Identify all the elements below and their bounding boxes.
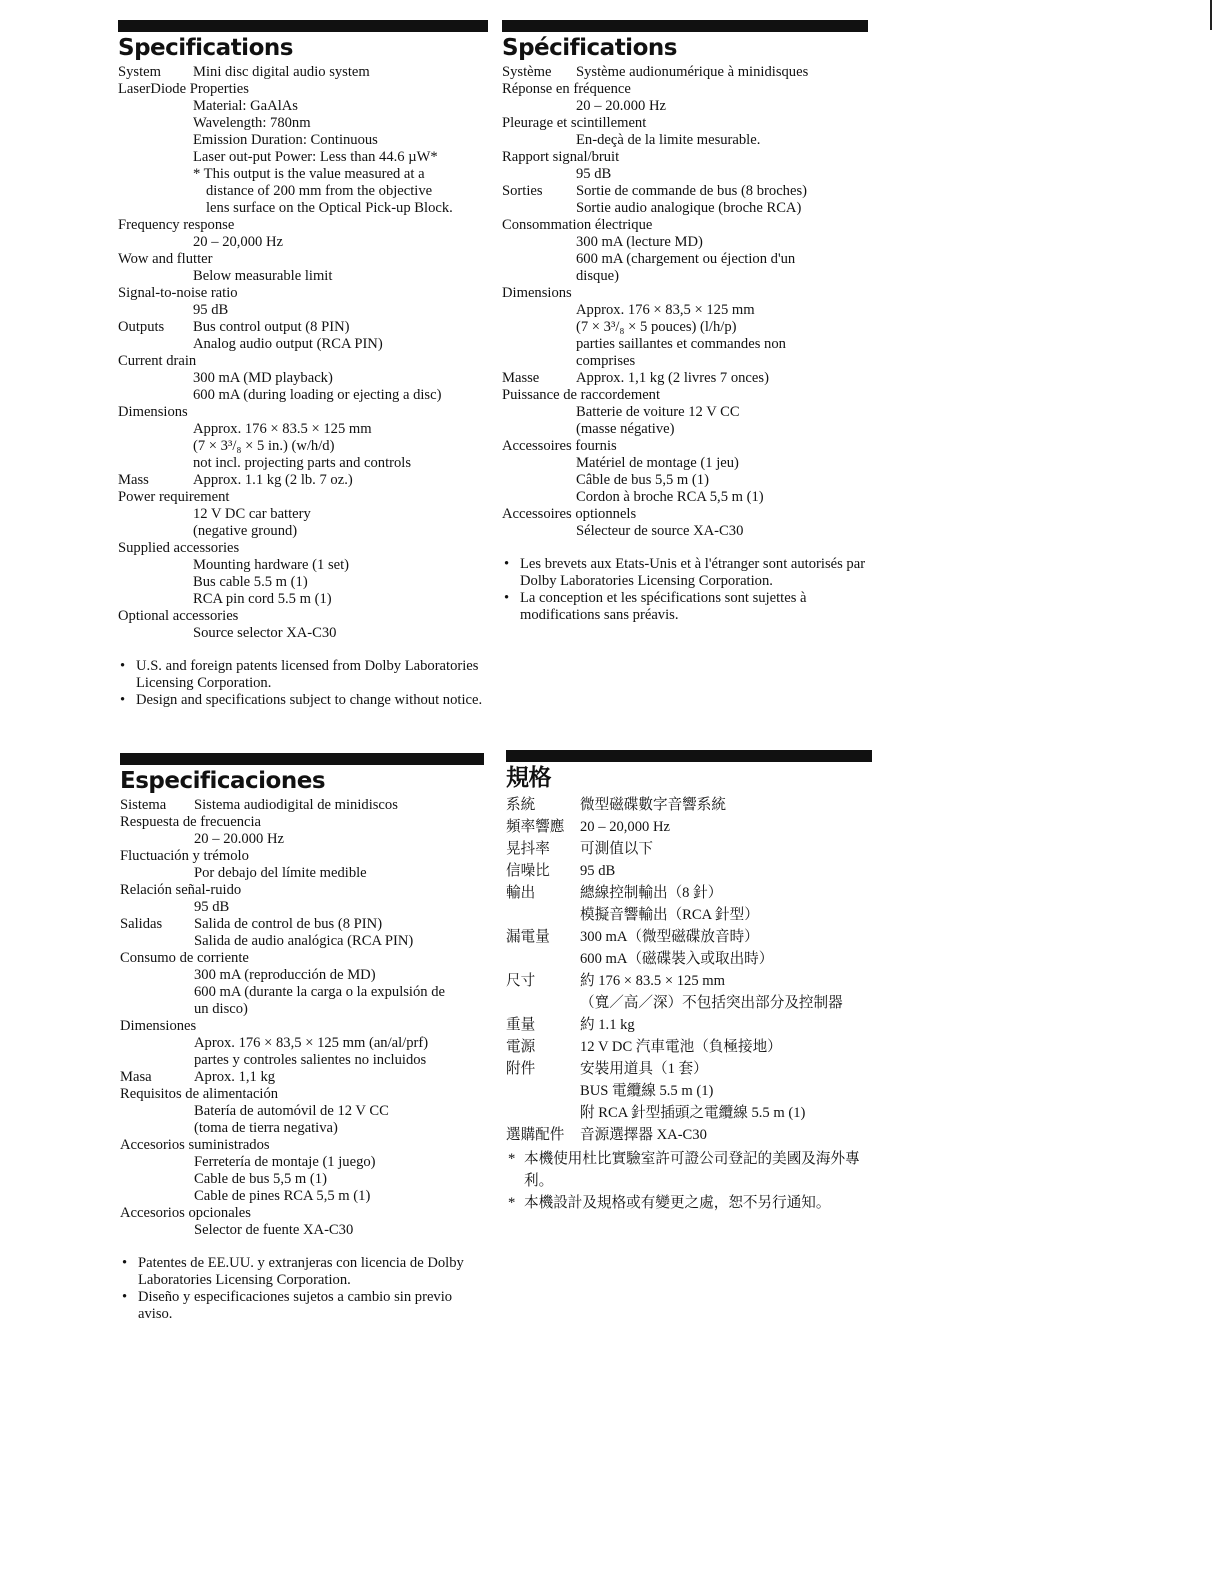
spec-row bbox=[502, 64, 868, 81]
spec-row bbox=[118, 217, 488, 234]
french-specifications-section bbox=[502, 20, 868, 624]
spec-value: Système audionumérique à minidisques bbox=[576, 64, 809, 80]
spec-label: System bbox=[118, 64, 161, 80]
spec-label: Accessoires fournis bbox=[502, 438, 617, 454]
spec-value: 12 V DC car battery bbox=[193, 506, 311, 522]
spec-row bbox=[118, 540, 488, 557]
spec-label: 重量 bbox=[506, 1017, 536, 1033]
spec-value: Sistema audiodigital de minidiscos bbox=[194, 797, 398, 813]
spec-row bbox=[502, 506, 868, 523]
spec-row bbox=[120, 1154, 484, 1205]
spec-value: 300 mA（微型磁碟放音時） bbox=[580, 929, 759, 945]
spec-row bbox=[120, 831, 484, 848]
spec-label: Consommation électrique bbox=[502, 217, 653, 233]
spec-label: LaserDiode Properties bbox=[118, 81, 249, 97]
spec-row bbox=[502, 81, 868, 98]
spec-label: Power requirement bbox=[118, 489, 230, 505]
spec-value: 95 dB bbox=[193, 302, 229, 318]
spec-value: 模擬音響輸出（RCA 針型） bbox=[580, 907, 759, 923]
spec-row bbox=[118, 489, 488, 506]
spec-label: 選購配件 bbox=[506, 1127, 565, 1143]
spec-value: 20 – 20,000 Hz bbox=[193, 234, 283, 250]
note-item: • Design and specifications subject to change without notice. bbox=[118, 692, 488, 709]
spec-value: 附 RCA 針型插頭之電纜線 5.5 m (1) bbox=[580, 1105, 806, 1121]
spec-value: 音源選擇器 XA-C30 bbox=[580, 1127, 707, 1143]
spec-row bbox=[120, 899, 484, 916]
spec-row bbox=[506, 882, 872, 926]
spec-list bbox=[118, 64, 488, 642]
spec-value: Sortie de commande de bus (8 broches) bbox=[576, 183, 807, 199]
spec-label: Salidas bbox=[120, 916, 163, 932]
spec-value: 20 – 20.000 Hz bbox=[576, 98, 666, 114]
section-title: Especificaciones bbox=[120, 768, 326, 794]
spec-label: Dimensions bbox=[502, 285, 572, 301]
spec-row bbox=[118, 404, 488, 421]
note-item: • La conception et les spécifications sont sujettes à modifications sans préavis. bbox=[502, 590, 868, 624]
spanish-specifications-section bbox=[120, 753, 484, 1323]
spec-value: 約 1.1 kg bbox=[580, 1017, 635, 1033]
spec-value: (7 × 3³/₈ × 5 in.) (w/h/d) bbox=[193, 438, 335, 454]
spec-label: 電源 bbox=[506, 1039, 536, 1055]
spec-row bbox=[506, 1124, 872, 1146]
spec-value: Below measurable limit bbox=[193, 268, 333, 284]
spec-row bbox=[502, 149, 868, 166]
spec-label: Puissance de raccordement bbox=[502, 387, 661, 403]
spec-value: not incl. projecting parts and controls bbox=[193, 455, 412, 471]
spec-value: RCA pin cord 5.5 m (1) bbox=[193, 591, 332, 607]
spec-row bbox=[118, 81, 488, 98]
spec-row bbox=[502, 438, 868, 455]
spec-row bbox=[120, 1069, 484, 1086]
spec-value: Bus cable 5.5 m (1) bbox=[193, 574, 308, 590]
spec-label: Sorties bbox=[502, 183, 543, 199]
note-item: * 本機使用杜比實驗室許可證公司登記的美國及海外專利。 bbox=[506, 1148, 872, 1192]
spec-label: 系統 bbox=[506, 797, 536, 813]
spec-value: Laser out-put Power: Less than 44.6 µW* bbox=[193, 149, 438, 165]
section-title: Specifications bbox=[118, 35, 293, 61]
spec-value: parties saillantes et commandes non bbox=[576, 336, 786, 352]
spec-row bbox=[118, 353, 488, 370]
spec-value: Cordon à broche RCA 5,5 m (1) bbox=[576, 489, 764, 505]
spec-value: Batería de automóvil de 12 V CC bbox=[194, 1103, 389, 1119]
spec-row bbox=[118, 234, 488, 251]
spec-value: 20 – 20,000 Hz bbox=[580, 819, 670, 835]
section-title: 規格 bbox=[506, 765, 551, 791]
spec-value: Aprox. 1,1 kg bbox=[194, 1069, 276, 1085]
spec-row bbox=[120, 848, 484, 865]
spec-row bbox=[120, 950, 484, 967]
notes-list bbox=[506, 1148, 872, 1214]
spec-value: 600 mA (during loading or ejecting a disc) bbox=[193, 387, 442, 403]
spec-label: Consumo de corriente bbox=[120, 950, 249, 966]
spec-value: 95 dB bbox=[576, 166, 612, 182]
spec-value: Sortie audio analogique (broche RCA) bbox=[576, 200, 802, 216]
notes-list bbox=[120, 1255, 484, 1323]
spec-value: Approx. 1.1 kg (2 lb. 7 oz.) bbox=[193, 472, 353, 488]
spec-label: Fluctuación y trémolo bbox=[120, 848, 249, 864]
spec-label: Respuesta de frecuencia bbox=[120, 814, 261, 830]
spec-label: Wow and flutter bbox=[118, 251, 213, 267]
notes-list bbox=[502, 556, 868, 624]
section-header-bar bbox=[118, 20, 488, 32]
spec-row bbox=[502, 115, 868, 132]
spec-label: Sistema bbox=[120, 797, 167, 813]
spec-label: Réponse en fréquence bbox=[502, 81, 631, 97]
spec-label: Rapport signal/bruit bbox=[502, 149, 620, 165]
spec-value: Mini disc digital audio system bbox=[193, 64, 370, 80]
spec-label: 晃抖率 bbox=[506, 841, 550, 857]
spec-value: Analog audio output (RCA PIN) bbox=[193, 336, 383, 352]
spec-label: Optional accessories bbox=[118, 608, 239, 624]
spec-row bbox=[506, 926, 872, 970]
spec-value: Mounting hardware (1 set) bbox=[193, 557, 350, 573]
spec-value: 安裝用道具（1 套） bbox=[580, 1061, 708, 1077]
note-item: • Les brevets aux Etats-Unis et à l'étranger sont autorisés par Dolby Laboratories Licensing Corporation. bbox=[502, 556, 868, 590]
spec-value: Batterie de voiture 12 V CC bbox=[576, 404, 740, 420]
notes-list bbox=[118, 658, 488, 709]
spec-row bbox=[118, 98, 488, 217]
page-edge-mark bbox=[1210, 0, 1212, 30]
spec-row bbox=[502, 217, 868, 234]
spec-label: Relación señal-ruido bbox=[120, 882, 242, 898]
spec-row bbox=[502, 455, 868, 506]
spec-value: 95 dB bbox=[194, 899, 230, 915]
spec-row bbox=[502, 132, 868, 149]
spec-value: comprises bbox=[576, 353, 636, 369]
spec-value: (toma de tierra negativa) bbox=[194, 1120, 338, 1136]
spec-value: un disco) bbox=[194, 1001, 248, 1017]
spec-label: Accessoires optionnels bbox=[502, 506, 637, 522]
spec-row bbox=[506, 860, 872, 882]
spec-row bbox=[120, 882, 484, 899]
section-header-bar bbox=[120, 753, 484, 765]
spec-row bbox=[506, 1036, 872, 1058]
spec-value: 95 dB bbox=[580, 863, 616, 879]
spec-row bbox=[120, 1086, 484, 1103]
spec-row bbox=[120, 814, 484, 831]
spec-row bbox=[118, 64, 488, 81]
spec-row bbox=[506, 794, 872, 816]
spec-row bbox=[118, 506, 488, 540]
spec-value: 600 mA（磁碟裝入或取出時） bbox=[580, 951, 774, 967]
spec-row bbox=[502, 404, 868, 438]
spec-value: lens surface on the Optical Pick-up Block. bbox=[206, 200, 453, 216]
spec-value: 20 – 20.000 Hz bbox=[194, 831, 284, 847]
spec-value: Câble de bus 5,5 m (1) bbox=[576, 472, 709, 488]
spec-value: 300 mA (lecture MD) bbox=[576, 234, 703, 250]
spec-row bbox=[118, 302, 488, 319]
spec-list bbox=[120, 797, 484, 1239]
spec-value: Bus control output (8 PIN) bbox=[193, 319, 350, 335]
spec-value: Ferretería de montaje (1 juego) bbox=[194, 1154, 376, 1170]
spec-row bbox=[502, 285, 868, 302]
spec-value: partes y controles salientes no incluidos bbox=[194, 1052, 427, 1068]
spec-value: 可測值以下 bbox=[580, 841, 653, 857]
spec-value: Matériel de montage (1 jeu) bbox=[576, 455, 739, 471]
spec-value: 總線控制輸出（8 針） bbox=[580, 885, 723, 901]
spec-row bbox=[502, 98, 868, 115]
spec-row bbox=[118, 557, 488, 608]
section-title: Spécifications bbox=[502, 35, 677, 61]
spec-row bbox=[118, 268, 488, 285]
spec-label: Dimensiones bbox=[120, 1018, 197, 1034]
spec-list bbox=[502, 64, 868, 540]
spec-value: 12 V DC 汽車電池（負極接地） bbox=[580, 1039, 782, 1055]
spec-row bbox=[506, 970, 872, 1014]
spec-value: (negative ground) bbox=[193, 523, 298, 539]
spec-label: Accesorios opcionales bbox=[120, 1205, 251, 1221]
spec-row bbox=[120, 967, 484, 1018]
spec-row bbox=[118, 625, 488, 642]
spec-label: Accesorios suministrados bbox=[120, 1137, 270, 1153]
spec-row bbox=[118, 251, 488, 268]
spec-value: Salida de control de bus (8 PIN) bbox=[194, 916, 383, 932]
spec-row bbox=[118, 472, 488, 489]
spec-row bbox=[120, 797, 484, 814]
spec-label: Dimensions bbox=[118, 404, 188, 420]
spec-value: Approx. 176 × 83.5 × 125 mm bbox=[193, 421, 372, 437]
section-header-bar bbox=[502, 20, 868, 32]
spec-value: Por debajo del límite medible bbox=[194, 865, 367, 881]
spec-label: 輸出 bbox=[506, 885, 536, 901]
spec-row bbox=[506, 838, 872, 860]
spec-value: BUS 電纜線 5.5 m (1) bbox=[580, 1083, 714, 1099]
spec-value: Cable de pines RCA 5,5 m (1) bbox=[194, 1188, 371, 1204]
spec-label: Requisitos de alimentación bbox=[120, 1086, 279, 1102]
spec-label: 頻率響應 bbox=[506, 819, 565, 835]
spec-row bbox=[118, 421, 488, 472]
spec-row bbox=[118, 319, 488, 353]
spec-value: （寬／高／深）不包括突出部分及控制器 bbox=[580, 995, 843, 1011]
spec-label: Masa bbox=[120, 1069, 152, 1085]
spec-value: Approx. 176 × 83,5 × 125 mm bbox=[576, 302, 755, 318]
spec-value: 600 mA (durante la carga o la expulsión de bbox=[194, 984, 445, 1000]
note-item: • Patentes de EE.UU. y extranjeras con licencia de Dolby Laboratories Licensing Corporation. bbox=[120, 1255, 484, 1289]
spec-label: Frequency response bbox=[118, 217, 235, 233]
spec-row bbox=[502, 302, 868, 370]
spec-value: Emission Duration: Continuous bbox=[193, 132, 378, 148]
spec-row bbox=[120, 865, 484, 882]
chinese-specifications-section bbox=[506, 750, 872, 1214]
spec-row bbox=[506, 816, 872, 838]
spec-row bbox=[502, 183, 868, 217]
note-item: • U.S. and foreign patents licensed from Dolby Laboratories Licensing Corporation. bbox=[118, 658, 488, 692]
spec-row bbox=[120, 1035, 484, 1069]
spec-row bbox=[502, 387, 868, 404]
spec-row bbox=[506, 1014, 872, 1036]
spec-label: Supplied accessories bbox=[118, 540, 240, 556]
spec-value: Source selector XA-C30 bbox=[193, 625, 337, 641]
spec-value: 微型磁碟數字音響系統 bbox=[580, 797, 726, 813]
spec-row bbox=[118, 285, 488, 302]
spec-label: 尺寸 bbox=[506, 973, 536, 989]
spec-row bbox=[502, 234, 868, 285]
spec-value: Sélecteur de source XA-C30 bbox=[576, 523, 744, 539]
note-item: * 本機設計及規格或有變更之處，恕不另行通知。 bbox=[506, 1192, 872, 1214]
spec-row bbox=[502, 370, 868, 387]
spec-value: (masse négative) bbox=[576, 421, 675, 437]
spec-row bbox=[120, 916, 484, 950]
spec-row bbox=[118, 608, 488, 625]
spec-value: Salida de audio analógica (RCA PIN) bbox=[194, 933, 414, 949]
spec-label: Outputs bbox=[118, 319, 165, 335]
spec-label: Mass bbox=[118, 472, 149, 488]
spec-value: 300 mA (reproducción de MD) bbox=[194, 967, 376, 983]
spec-value: disque) bbox=[576, 268, 619, 284]
spec-value: En-deçà de la limite mesurable. bbox=[576, 132, 761, 148]
spec-row bbox=[120, 1018, 484, 1035]
spec-label: 附件 bbox=[506, 1061, 536, 1077]
spec-label: Système bbox=[502, 64, 552, 80]
spec-row bbox=[502, 166, 868, 183]
spec-row bbox=[120, 1205, 484, 1222]
spec-row bbox=[506, 1058, 872, 1124]
spec-value: distance of 200 mm from the objective bbox=[206, 183, 433, 199]
spec-label: Signal-to-noise ratio bbox=[118, 285, 238, 301]
spec-value: Wavelength: 780nm bbox=[193, 115, 311, 131]
note-item: • Diseño y especificaciones sujetos a cambio sin previo aviso. bbox=[120, 1289, 484, 1323]
spec-row bbox=[120, 1137, 484, 1154]
spec-row bbox=[118, 370, 488, 404]
section-header-bar bbox=[506, 750, 872, 762]
spec-label: Masse bbox=[502, 370, 540, 386]
spec-value: Material: GaAlAs bbox=[193, 98, 298, 114]
spec-label: 漏電量 bbox=[506, 929, 550, 945]
spec-row bbox=[502, 523, 868, 540]
spec-value: Approx. 1,1 kg (2 livres 7 onces) bbox=[576, 370, 769, 386]
english-specifications-section bbox=[118, 20, 488, 709]
spec-value: Aprox. 176 × 83,5 × 125 mm (an/al/prf) bbox=[194, 1035, 429, 1051]
spec-list bbox=[506, 794, 872, 1146]
spec-label: Current drain bbox=[118, 353, 197, 369]
spec-row bbox=[120, 1103, 484, 1137]
spec-value: 600 mA (chargement ou éjection d'un bbox=[576, 251, 796, 267]
spec-label: Pleurage et scintillement bbox=[502, 115, 647, 131]
spec-value: Selector de fuente XA-C30 bbox=[194, 1222, 354, 1238]
spec-value: Cable de bus 5,5 m (1) bbox=[194, 1171, 327, 1187]
spec-row bbox=[120, 1222, 484, 1239]
spec-label: 信噪比 bbox=[506, 863, 550, 879]
spec-value: (7 × 3³/₈ × 5 pouces) (l/h/p) bbox=[576, 319, 737, 335]
spec-value: 300 mA (MD playback) bbox=[193, 370, 333, 386]
spec-value: * This output is the value measured at a bbox=[193, 166, 425, 182]
spec-value: 約 176 × 83.5 × 125 mm bbox=[580, 973, 725, 989]
